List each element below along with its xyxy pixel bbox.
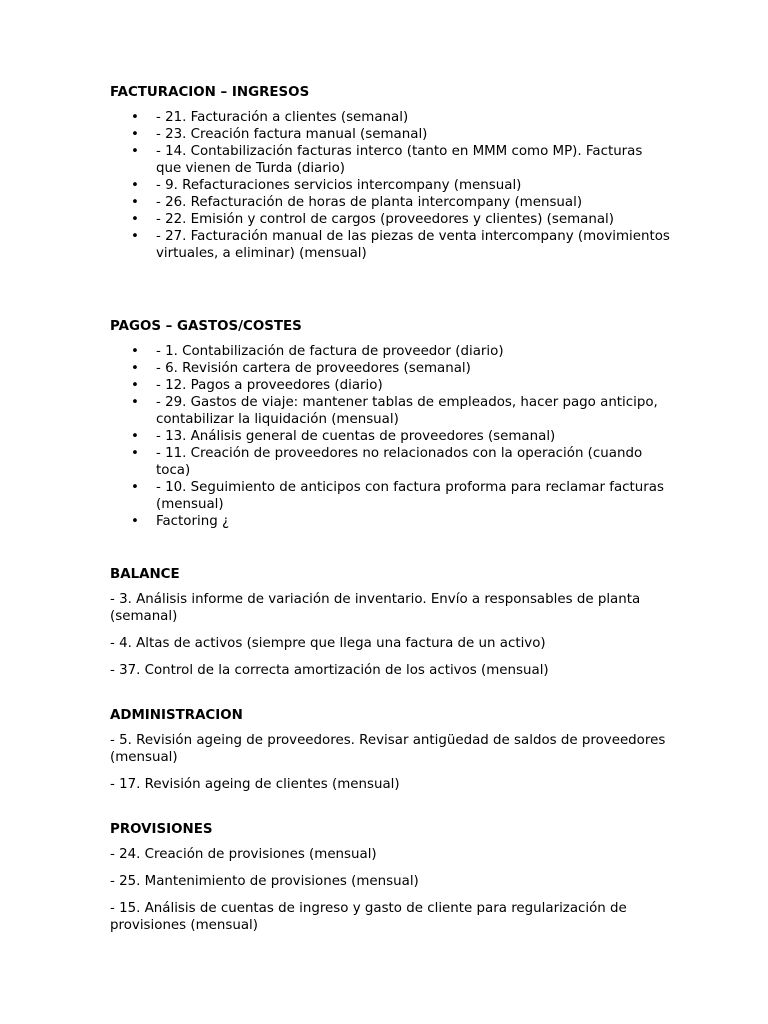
paragraph: - 25. Mantenimiento de provisiones (mensual) (110, 874, 419, 889)
bullet-icon: • (131, 178, 139, 193)
paragraph: - 4. Altas de activos (siempre que llega una factura de un activo) (110, 636, 546, 651)
bullet-icon: • (131, 110, 139, 125)
bullet-icon: • (131, 514, 139, 529)
list-item: • - 9. Refacturaciones servicios intercompany (mensual) (131, 178, 522, 193)
section-heading: FACTURACION – INGRESOS (110, 85, 310, 100)
bullet-icon: • (131, 144, 139, 159)
paragraph: - 24. Creación de provisiones (mensual) (110, 847, 377, 862)
list-item: • - 27. Facturación manual de las piezas de venta intercompany (movimientos virtuales, a eliminar) (mensual) (131, 229, 670, 261)
paragraph: - 3. Análisis informe de variación de inventario. Envío a responsables de planta (semanal) (110, 592, 641, 624)
bullet-icon: • (131, 195, 139, 210)
list-item: • - 26. Refacturación de horas de planta intercompany (mensual) (131, 195, 583, 210)
section-administracion (110, 707, 670, 793)
bullet-icon: • (131, 229, 139, 244)
bullet-icon: • (131, 212, 139, 227)
paragraph: - 17. Revisión ageing de clientes (mensual) (110, 777, 400, 792)
document-page (110, 84, 670, 962)
section-heading: PAGOS – GASTOS/COSTES (110, 319, 302, 334)
bullet-icon: • (131, 395, 139, 410)
section-heading: ADMINISTRACION (110, 708, 243, 723)
bullet-icon: • (131, 344, 139, 359)
paragraph: - 37. Control de la correcta amortización de los activos (mensual) (110, 663, 549, 678)
section-heading: PROVISIONES (110, 822, 213, 837)
section-facturacion (110, 84, 670, 290)
bullet-list (110, 343, 670, 530)
list-item: • - 29. Gastos de viaje: mantener tablas de empleados, hacer pago anticipo, contabilizar la liquidación (mensual) (131, 395, 658, 427)
bullet-icon: • (131, 361, 139, 376)
paragraph: - 5. Revisión ageing de proveedores. Revisar antigüedad de saldos de proveedores (mensual) (110, 733, 666, 765)
list-item: • - 22. Emisión y control de cargos (proveedores y clientes) (semanal) (131, 212, 614, 227)
section-heading: BALANCE (110, 567, 180, 582)
list-item: • - 6. Revisión cartera de proveedores (semanal) (131, 361, 471, 376)
bullet-list (110, 109, 670, 262)
section-balance (110, 566, 670, 679)
bullet-icon: • (131, 480, 139, 495)
list-item: • - 1. Contabilización de factura de proveedor (diario) (131, 344, 504, 359)
paragraph: - 15. Análisis de cuentas de ingreso y gasto de cliente para regularización de provisiones (mensual) (110, 901, 627, 933)
list-item: • Factoring ¿ (131, 514, 230, 529)
bullet-icon: • (131, 127, 139, 142)
bullet-icon: • (131, 429, 139, 444)
list-item: • - 11. Creación de proveedores no relacionados con la operación (cuando toca) (131, 446, 643, 478)
section-pagos (110, 318, 670, 538)
bullet-icon: • (131, 446, 139, 461)
list-item: • - 12. Pagos a proveedores (diario) (131, 378, 383, 393)
bullet-icon: • (131, 378, 139, 393)
list-item: • - 10. Seguimiento de anticipos con factura proforma para reclamar facturas (mensual) (131, 480, 664, 512)
list-item: • - 23. Creación factura manual (semanal) (131, 127, 428, 142)
list-item: • - 13. Análisis general de cuentas de proveedores (semanal) (131, 429, 556, 444)
list-item: • - 14. Contabilización facturas interco (tanto en MMM como MP). Facturas que vienen de Turda (diario) (131, 144, 643, 176)
list-item: • - 21. Facturación a clientes (semanal) (131, 110, 409, 125)
section-provisiones (110, 821, 670, 934)
